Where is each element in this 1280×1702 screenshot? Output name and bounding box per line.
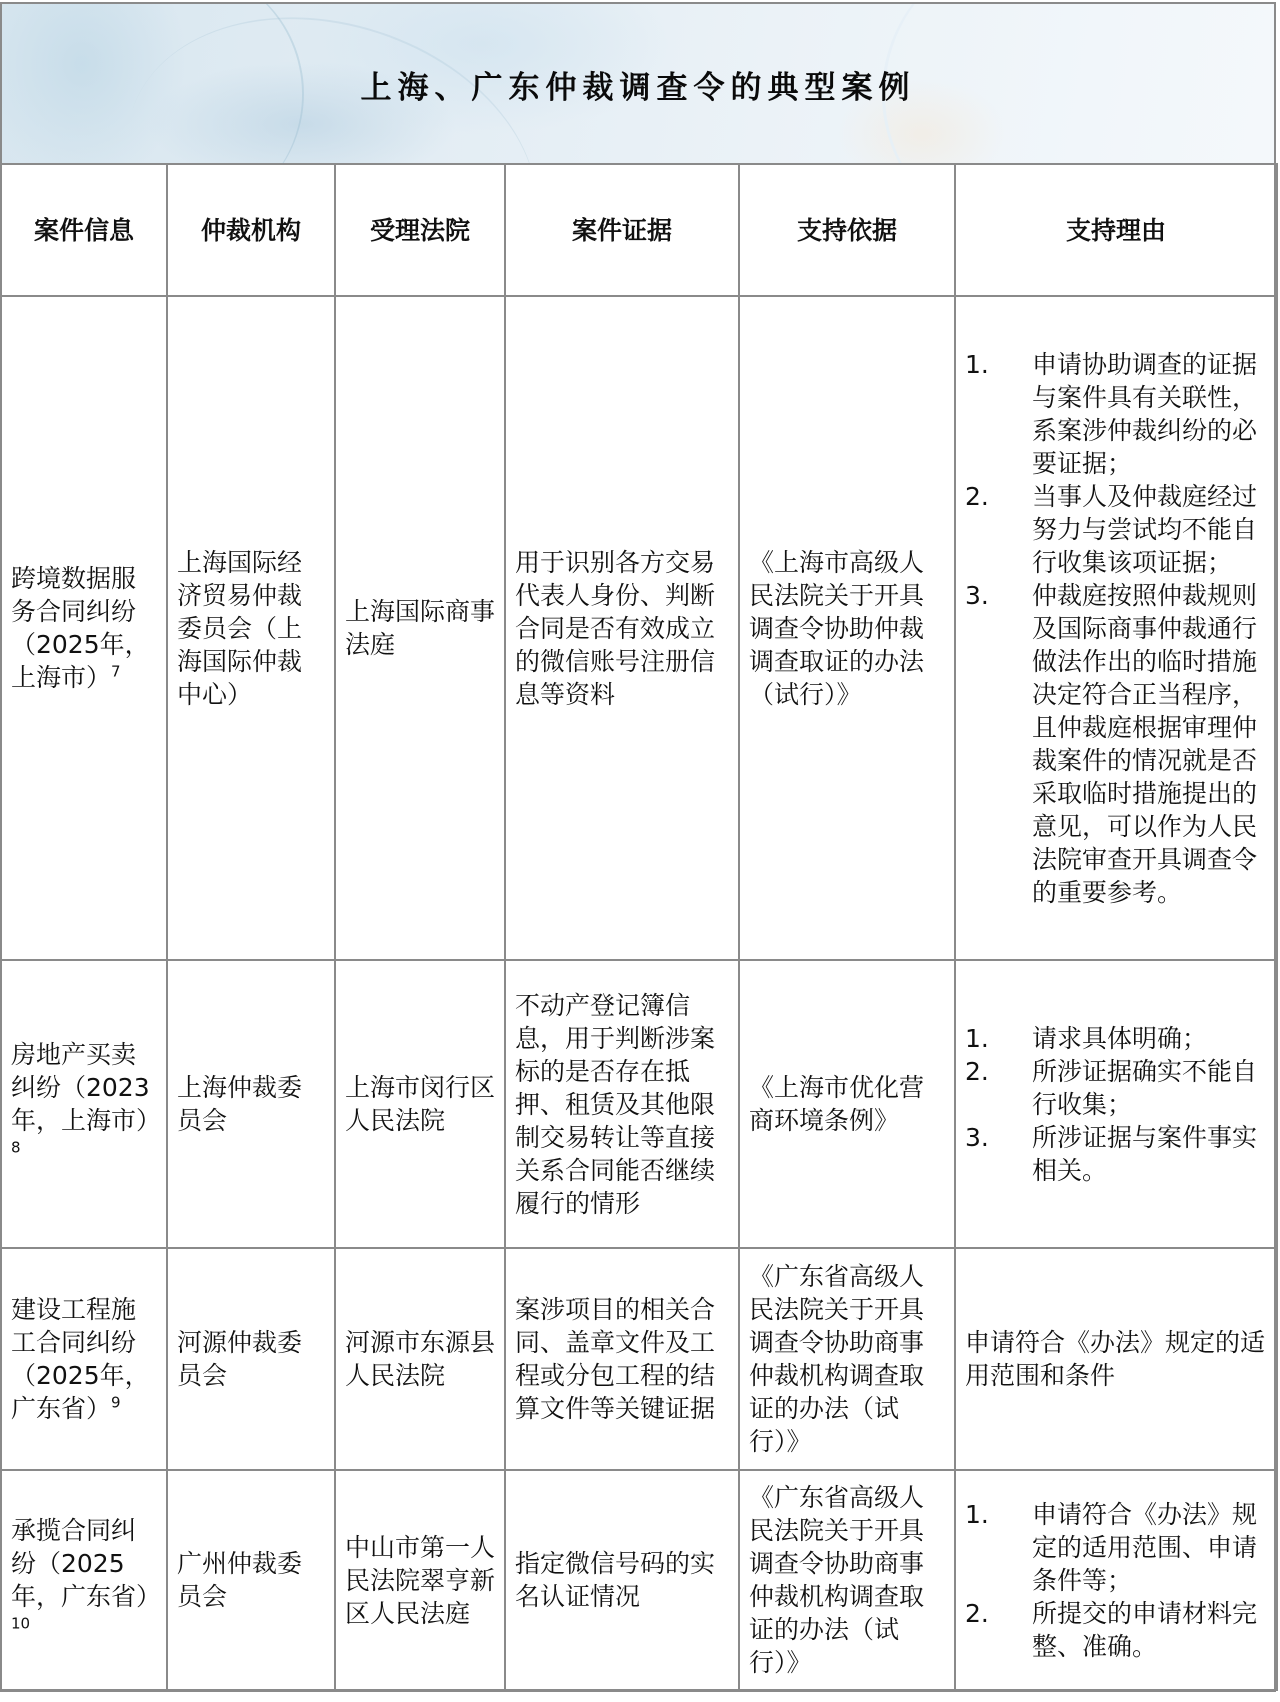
page-title: 上海、广东仲裁调查令的典型案例	[360, 70, 916, 106]
reason-number: 3.	[965, 1122, 989, 1152]
reason-item	[965, 1597, 1267, 1663]
evidence-cell: 案涉项目的相关合同、盖章文件及工程或分包工程的结算文件等关键证据	[505, 1248, 739, 1470]
case-info-cell	[1, 960, 167, 1248]
reason-text: 所涉证据确实不能自行收集；	[1032, 1056, 1258, 1119]
basis-cell: 《广东省高级人民法院关于开具调查令协助商事仲裁机构调查取证的办法（试行）》	[739, 1248, 955, 1470]
reasons-cell	[955, 1470, 1277, 1690]
reason-item	[965, 1022, 1267, 1055]
reason-number: 1.	[965, 349, 989, 379]
reason-number: 2.	[965, 1598, 989, 1628]
footnote-marker[interactable]: 10	[11, 1614, 31, 1633]
reason-text: 请求具体明确；	[1032, 1023, 1208, 1053]
column-header-reasons: 支持理由	[955, 164, 1277, 296]
table-row	[1, 296, 1277, 960]
reason-text: 仲裁庭按照仲裁规则及国际商事仲裁通行做法作出的临时措施决定符合正当程序，且仲裁庭根据审理仲裁案件的情况就是否采取临时措施提出的意见，可以作为人民法院审查开具调查令的重要参考。	[1032, 580, 1258, 907]
reason-item	[965, 1055, 1267, 1121]
reasons-cell	[955, 960, 1277, 1248]
footnote-marker[interactable]: 8	[11, 1138, 21, 1157]
court-cell: 上海市闵行区人民法院	[335, 960, 505, 1248]
column-header-case-info: 案件信息	[1, 164, 167, 296]
reasons-cell: 申请符合《办法》规定的适用范围和条件	[955, 1248, 1277, 1470]
reason-text: 当事人及仲裁庭经过努力与尝试均不能自行收集该项证据；	[1032, 481, 1258, 577]
reason-text: 所涉证据与案件事实相关。	[1032, 1122, 1258, 1185]
reason-item	[965, 480, 1267, 579]
case-info-cell	[1, 1470, 167, 1690]
reason-text: 申请协助调查的证据与案件具有关联性，系案涉仲裁纠纷的必要证据；	[1032, 349, 1258, 478]
reason-number: 1.	[965, 1023, 989, 1053]
title-banner	[2, 4, 1274, 165]
reason-item	[965, 1121, 1267, 1187]
case-info-text: 房地产买卖纠纷（2023年，上海市）	[11, 1040, 162, 1135]
basis-cell: 《上海市高级人民法院关于开具调查令协助仲裁调查取证的办法（试行）》	[739, 296, 955, 960]
column-header-evidence: 案件证据	[505, 164, 739, 296]
document-sheet	[0, 2, 1276, 1692]
institution-cell: 广州仲裁委员会	[167, 1470, 335, 1690]
column-header-court: 受理法院	[335, 164, 505, 296]
evidence-cell: 不动产登记簿信息，用于判断涉案标的是否存在抵押、租赁及其他限制交易转让等直接关系合同能否继续履行的情形	[505, 960, 739, 1248]
footnote-marker[interactable]: 9	[111, 1393, 121, 1412]
evidence-cell: 指定微信号码的实名认证情况	[505, 1470, 739, 1690]
column-header-institution: 仲裁机构	[167, 164, 335, 296]
reason-item	[965, 579, 1267, 909]
court-cell: 河源市东源县人民法院	[335, 1248, 505, 1470]
table-header-row	[1, 164, 1277, 296]
table-row	[1, 1248, 1277, 1470]
institution-cell: 河源仲裁委员会	[167, 1248, 335, 1470]
reasons-list	[965, 348, 1267, 909]
reason-number: 3.	[965, 580, 989, 610]
table-row	[1, 1470, 1277, 1690]
reasons-cell	[955, 296, 1277, 960]
reason-number: 1.	[965, 1499, 989, 1529]
reason-text: 所提交的申请材料完整、准确。	[1032, 1598, 1258, 1661]
basis-cell: 《上海市优化营商环境条例》	[739, 960, 955, 1248]
reason-number: 2.	[965, 481, 989, 511]
institution-cell: 上海仲裁委员会	[167, 960, 335, 1248]
institution-cell: 上海国际经济贸易仲裁委员会（上海国际仲裁中心）	[167, 296, 335, 960]
evidence-cell: 用于识别各方交易代表人身份、判断合同是否有效成立的微信账号注册信息等资料	[505, 296, 739, 960]
case-info-text: 跨境数据服务合同纠纷（2025年，上海市）	[11, 564, 150, 692]
court-cell: 中山市第一人民法院翠亨新区人民法庭	[335, 1470, 505, 1690]
reason-number: 2.	[965, 1056, 989, 1086]
table-row	[1, 960, 1277, 1248]
reasons-list	[965, 1498, 1267, 1663]
column-header-basis: 支持依据	[739, 164, 955, 296]
case-info-text: 承揽合同纠纷（2025年，广东省）	[11, 1516, 162, 1611]
case-info-cell	[1, 296, 167, 960]
reason-text: 申请符合《办法》规定的适用范围、申请条件等；	[1032, 1499, 1258, 1595]
reason-item	[965, 1498, 1267, 1597]
cases-table	[0, 163, 1278, 1691]
case-info-text: 建设工程施工合同纠纷（2025年，广东省）	[11, 1295, 150, 1423]
reason-item	[965, 348, 1267, 480]
court-cell: 上海国际商事法庭	[335, 296, 505, 960]
footnote-marker[interactable]: 7	[111, 662, 121, 681]
case-info-cell	[1, 1248, 167, 1470]
reasons-list	[965, 1022, 1267, 1187]
basis-cell: 《广东省高级人民法院关于开具调查令协助商事仲裁机构调查取证的办法（试行）》	[739, 1470, 955, 1690]
